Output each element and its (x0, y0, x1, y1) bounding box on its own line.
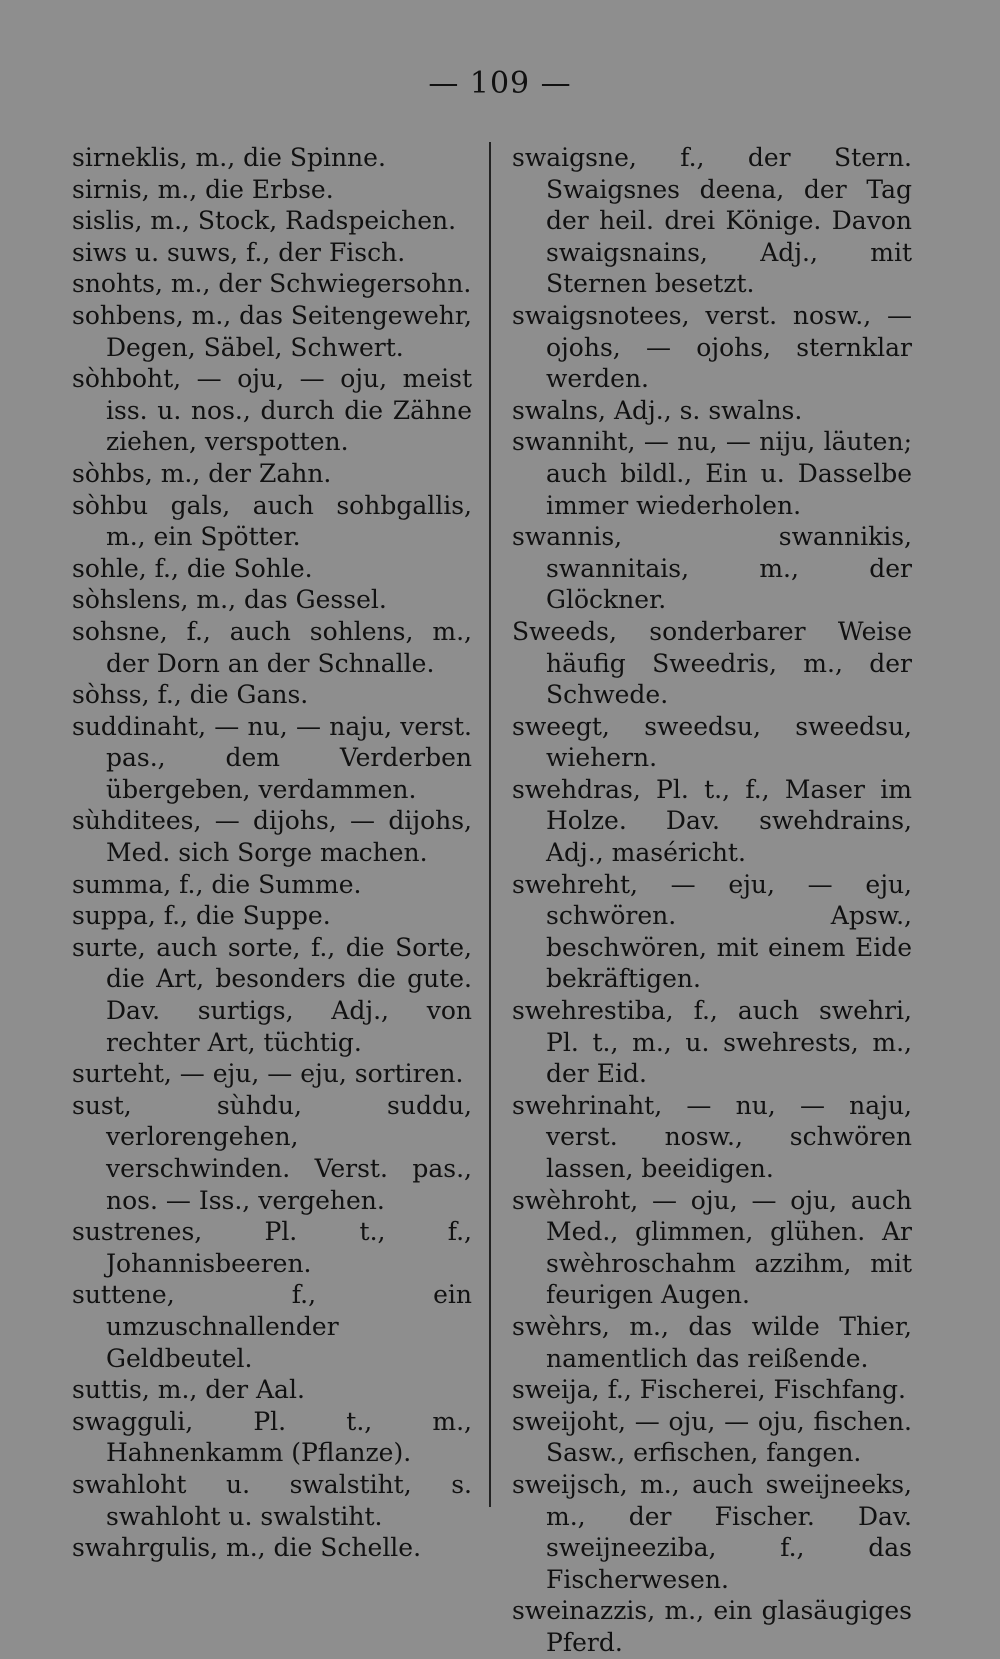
dictionary-entry: siws u. suws, f., der Fisch. (72, 237, 406, 267)
dictionary-entry: Sweeds, sonderbarer Weise häufig Sweedris, m., der Schwede. (512, 616, 912, 710)
dictionary-entry: swaigsnotees, verst. nosw., — ojohs, — ojohs, sternklar werden. (512, 300, 912, 394)
column-divider (489, 142, 491, 1507)
dictionary-entry: sòhbu gals, auch sohbgallis, m., ein Spötter. (72, 490, 472, 552)
dictionary-entry: sislis, m., Stock, Radspeichen. (72, 206, 457, 236)
left-column (72, 142, 472, 1564)
dictionary-entry: sòhbs, m., der Zahn. (72, 458, 332, 488)
dictionary-entry: suddinaht, — nu, — naju, verst. pas., dem Verderben übergeben, verdammen. (72, 711, 472, 804)
dictionary-entry: swahrgulis, m., die Schelle. (72, 1533, 422, 1563)
dictionary-entry: summa, f., die Summe. (72, 869, 362, 899)
dictionary-entry: sohbens, m., das Seitengewehr, Degen, Säbel, Schwert. (72, 300, 472, 362)
dictionary-entry: swannis, swannikis, swannitais, m., der Glöckner. (512, 522, 912, 615)
dictionary-entry: swèhroht, — oju, — oju, auch Med., glimmen, glühen. Ar swèhroschahm azzihm, mit feurigen Augen. (512, 1185, 912, 1310)
dictionary-entry: sweijoht, — oju, — oju, fischen. Sasw., erfischen, fangen. (512, 1406, 912, 1468)
dictionary-entry: swahloht u. swalstiht, s. swahloht u. swalstiht. (72, 1469, 472, 1531)
dictionary-entry: swehrinaht, — nu, — naju, verst. nosw., schwören lassen, beeidigen. (512, 1090, 912, 1183)
dictionary-entry: sòhslens, m., das Gessel. (72, 585, 387, 615)
dictionary-entry: snohts, m., der Schwiegersohn. (72, 269, 472, 299)
dictionary-entry: swalns, Adj., s. swalns. (512, 395, 803, 425)
dictionary-entry: swehrestiba, f., auch swehri, Pl. t., m., u. swehrests, m., der Eid. (512, 996, 912, 1089)
dictionary-entry: suppa, f., die Suppe. (72, 901, 331, 931)
dictionary-entry: sohsne, f., auch sohlens, m., der Dorn an der Schnalle. (72, 616, 472, 678)
dictionary-entry: suttis, m., der Aal. (72, 1375, 305, 1405)
dictionary-entry: suttene, f., ein umzuschnallender Geldbeutel. (72, 1280, 472, 1373)
dictionary-entry: sohle, f., die Sohle. (72, 553, 313, 583)
page-number: — 109 — (428, 66, 572, 101)
dictionary-entry: sweijsch, m., auch sweijneeks, m., der Fischer. Dav. sweijneeziba, f., das Fischerwesen. (512, 1469, 912, 1594)
dictionary-entry: sweinazzis, m., ein glasäugiges Pferd. (512, 1596, 912, 1657)
dictionary-entry: sòhss, f., die Gans. (72, 680, 309, 710)
dictionary-entry: sòhboht, — oju, — oju, meist iss. u. nos., durch die Zähne ziehen, verspotten. (72, 364, 472, 457)
dictionary-entry: swehreht, — eju, — eju, schwören. Apsw., beschwören, mit einem Eide bekräftigen. (512, 869, 912, 994)
dictionary-entry: sust, sùhdu, suddu, verlorengehen, verschwinden. Verst. pas., nos. — Iss., vergehen. (72, 1090, 472, 1215)
dictionary-entry: swehdras, Pl. t., f., Maser im Holze. Dav. swehdrains, Adj., maséricht. (512, 774, 912, 868)
dictionary-entry: surte, auch sorte, f., die Sorte, die Art, besonders die gute. Dav. surtigs, Adj., von rechter Art, tüchtig. (72, 932, 472, 1057)
dictionary-entry: surteht, — eju, — eju, sortiren. (72, 1059, 464, 1089)
dictionary-entry: sirnis, m., die Erbse. (72, 174, 334, 204)
dictionary-entry: swagguli, Pl. t., m., Hahnenkamm (Pflanze). (72, 1406, 472, 1468)
dictionary-entry: sweija, f., Fischerei, Fischfang. (512, 1375, 906, 1405)
dictionary-entry: swèhrs, m., das wilde Thier, namentlich das reißende. (512, 1311, 912, 1373)
dictionary-entry: swaigsne, f., der Stern. Swaigsnes deena, der Tag der heil. drei Könige. Davon swaigsnains, Adj., mit Sternen besetzt. (512, 143, 912, 299)
dictionary-entry: sùhditees, — dijohs, — dijohs, Med. sich Sorge machen. (72, 806, 472, 868)
dictionary-entry: sweegt, sweedsu, sweedsu, wiehern. (512, 711, 912, 773)
dictionary-entry: sirneklis, m., die Spinne. (72, 143, 386, 172)
right-column (512, 142, 912, 1659)
dictionary-entry: swanniht, — nu, — niju, läuten; auch bildl., Ein u. Dasselbe immer wiederholen. (512, 427, 912, 520)
dictionary-entry: sustrenes, Pl. t., f., Johannisbeeren. (72, 1217, 472, 1278)
